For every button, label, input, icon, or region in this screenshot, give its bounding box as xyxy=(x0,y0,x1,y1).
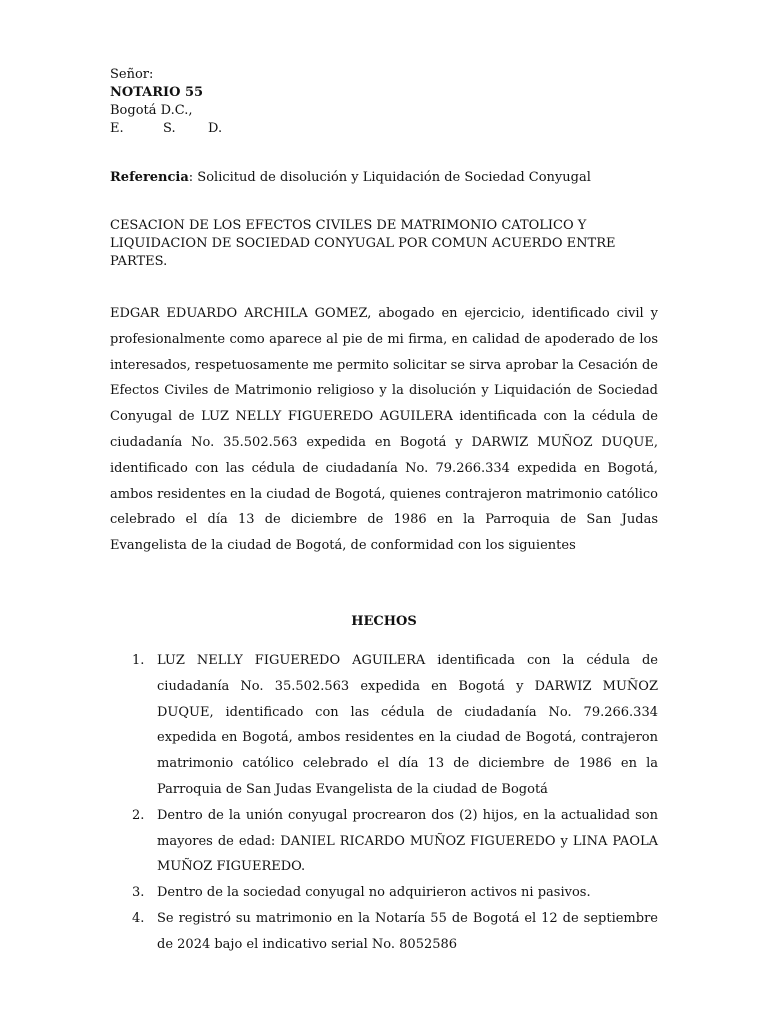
list-item-number: 1. xyxy=(132,652,145,668)
list-item xyxy=(110,880,658,906)
esd-d: D. xyxy=(208,121,223,136)
esd-e: E. xyxy=(110,121,124,136)
subject-text: CESACION DE LOS EFECTOS CIVILES DE MATRIMONIO CATOLICO Y LIQUIDACION DE SOCIEDAD CONYUGAL POR COMUN ACUERDO ENTRE PARTES. xyxy=(110,218,616,269)
esd-s: S. xyxy=(163,121,176,136)
recipient-city: Bogotá D.C., xyxy=(110,103,193,118)
list-item-text: LUZ NELLY FIGUEREDO AGUILERA identificada con la cédula de ciudadanía No. 35.502.563 expedida en Bogotá y DARWIZ MUÑOZ DUQUE, identificado con las cédula de ciudadanía No. 79.266.334 expedida en Bogotá, ambos residentes en la ciudad de Bogotá, contrajeron matrimonio católico celebrado el día 13 de diciembre de 1986 en la Parroquia de San Judas Evangelista de la ciudad de Bogotá xyxy=(157,652,658,797)
reference-text: : Solicitud de disolución y Liquidación de Sociedad Conyugal xyxy=(188,170,591,185)
list-item xyxy=(110,803,658,880)
list-item-number: 4. xyxy=(132,910,145,926)
intro-paragraph: EDGAR EDUARDO ARCHILA GOMEZ, abogado en ejercicio, identificado civil y profesionalmente como aparece al pie de mi firma, en calidad de apoderado de los interesados, respetuosamente me permito solicitar se sirva aprobar la Cesación de Efectos Civiles de Matrimonio religioso y la disolución y Liquidación de Sociedad Conyugal de LUZ NELLY FIGUEREDO AGUILERA identificada con la cédula de ciudadanía No. 35.502.563 expedida en Bogotá y DARWIZ MUÑOZ DUQUE, identificado con las cédula de ciudadanía No. 79.266.334 expedida en Bogotá, ambos residentes en la ciudad de Bogotá, quienes contrajeron matrimonio católico celebrado el día 13 de diciembre de 1986 en la Parroquia de San Judas Evangelista de la ciudad de Bogotá, de conformidad con los siguientes xyxy=(110,306,658,554)
recipient: NOTARIO 55 xyxy=(110,85,204,100)
document-page xyxy=(110,66,658,958)
list-item-text: Dentro de la sociedad conyugal no adquirieron activos ni pasivos. xyxy=(157,885,591,901)
salutation: Señor: xyxy=(110,67,154,82)
list-item xyxy=(110,906,658,958)
facts-list xyxy=(110,648,658,958)
list-item xyxy=(110,648,658,803)
esd-line xyxy=(110,120,658,138)
reference-label: Referencia xyxy=(110,170,189,185)
list-item-number: 2. xyxy=(132,807,145,823)
reference-line xyxy=(110,169,658,187)
list-item-number: 3. xyxy=(132,885,145,901)
list-item-text: Se registró su matrimonio en la Notaría 55 de Bogotá el 12 de septiembre de 2024 bajo el indicativo serial No. 8052586 xyxy=(157,910,658,952)
facts-heading: HECHOS xyxy=(351,613,417,629)
list-item-text: Dentro de la unión conyugal procrearon dos (2) hijos, en la actualidad son mayores de edad: DANIEL RICARDO MUÑOZ FIGUEREDO y LINA PAOLA MUÑOZ FIGUEREDO. xyxy=(157,807,658,875)
